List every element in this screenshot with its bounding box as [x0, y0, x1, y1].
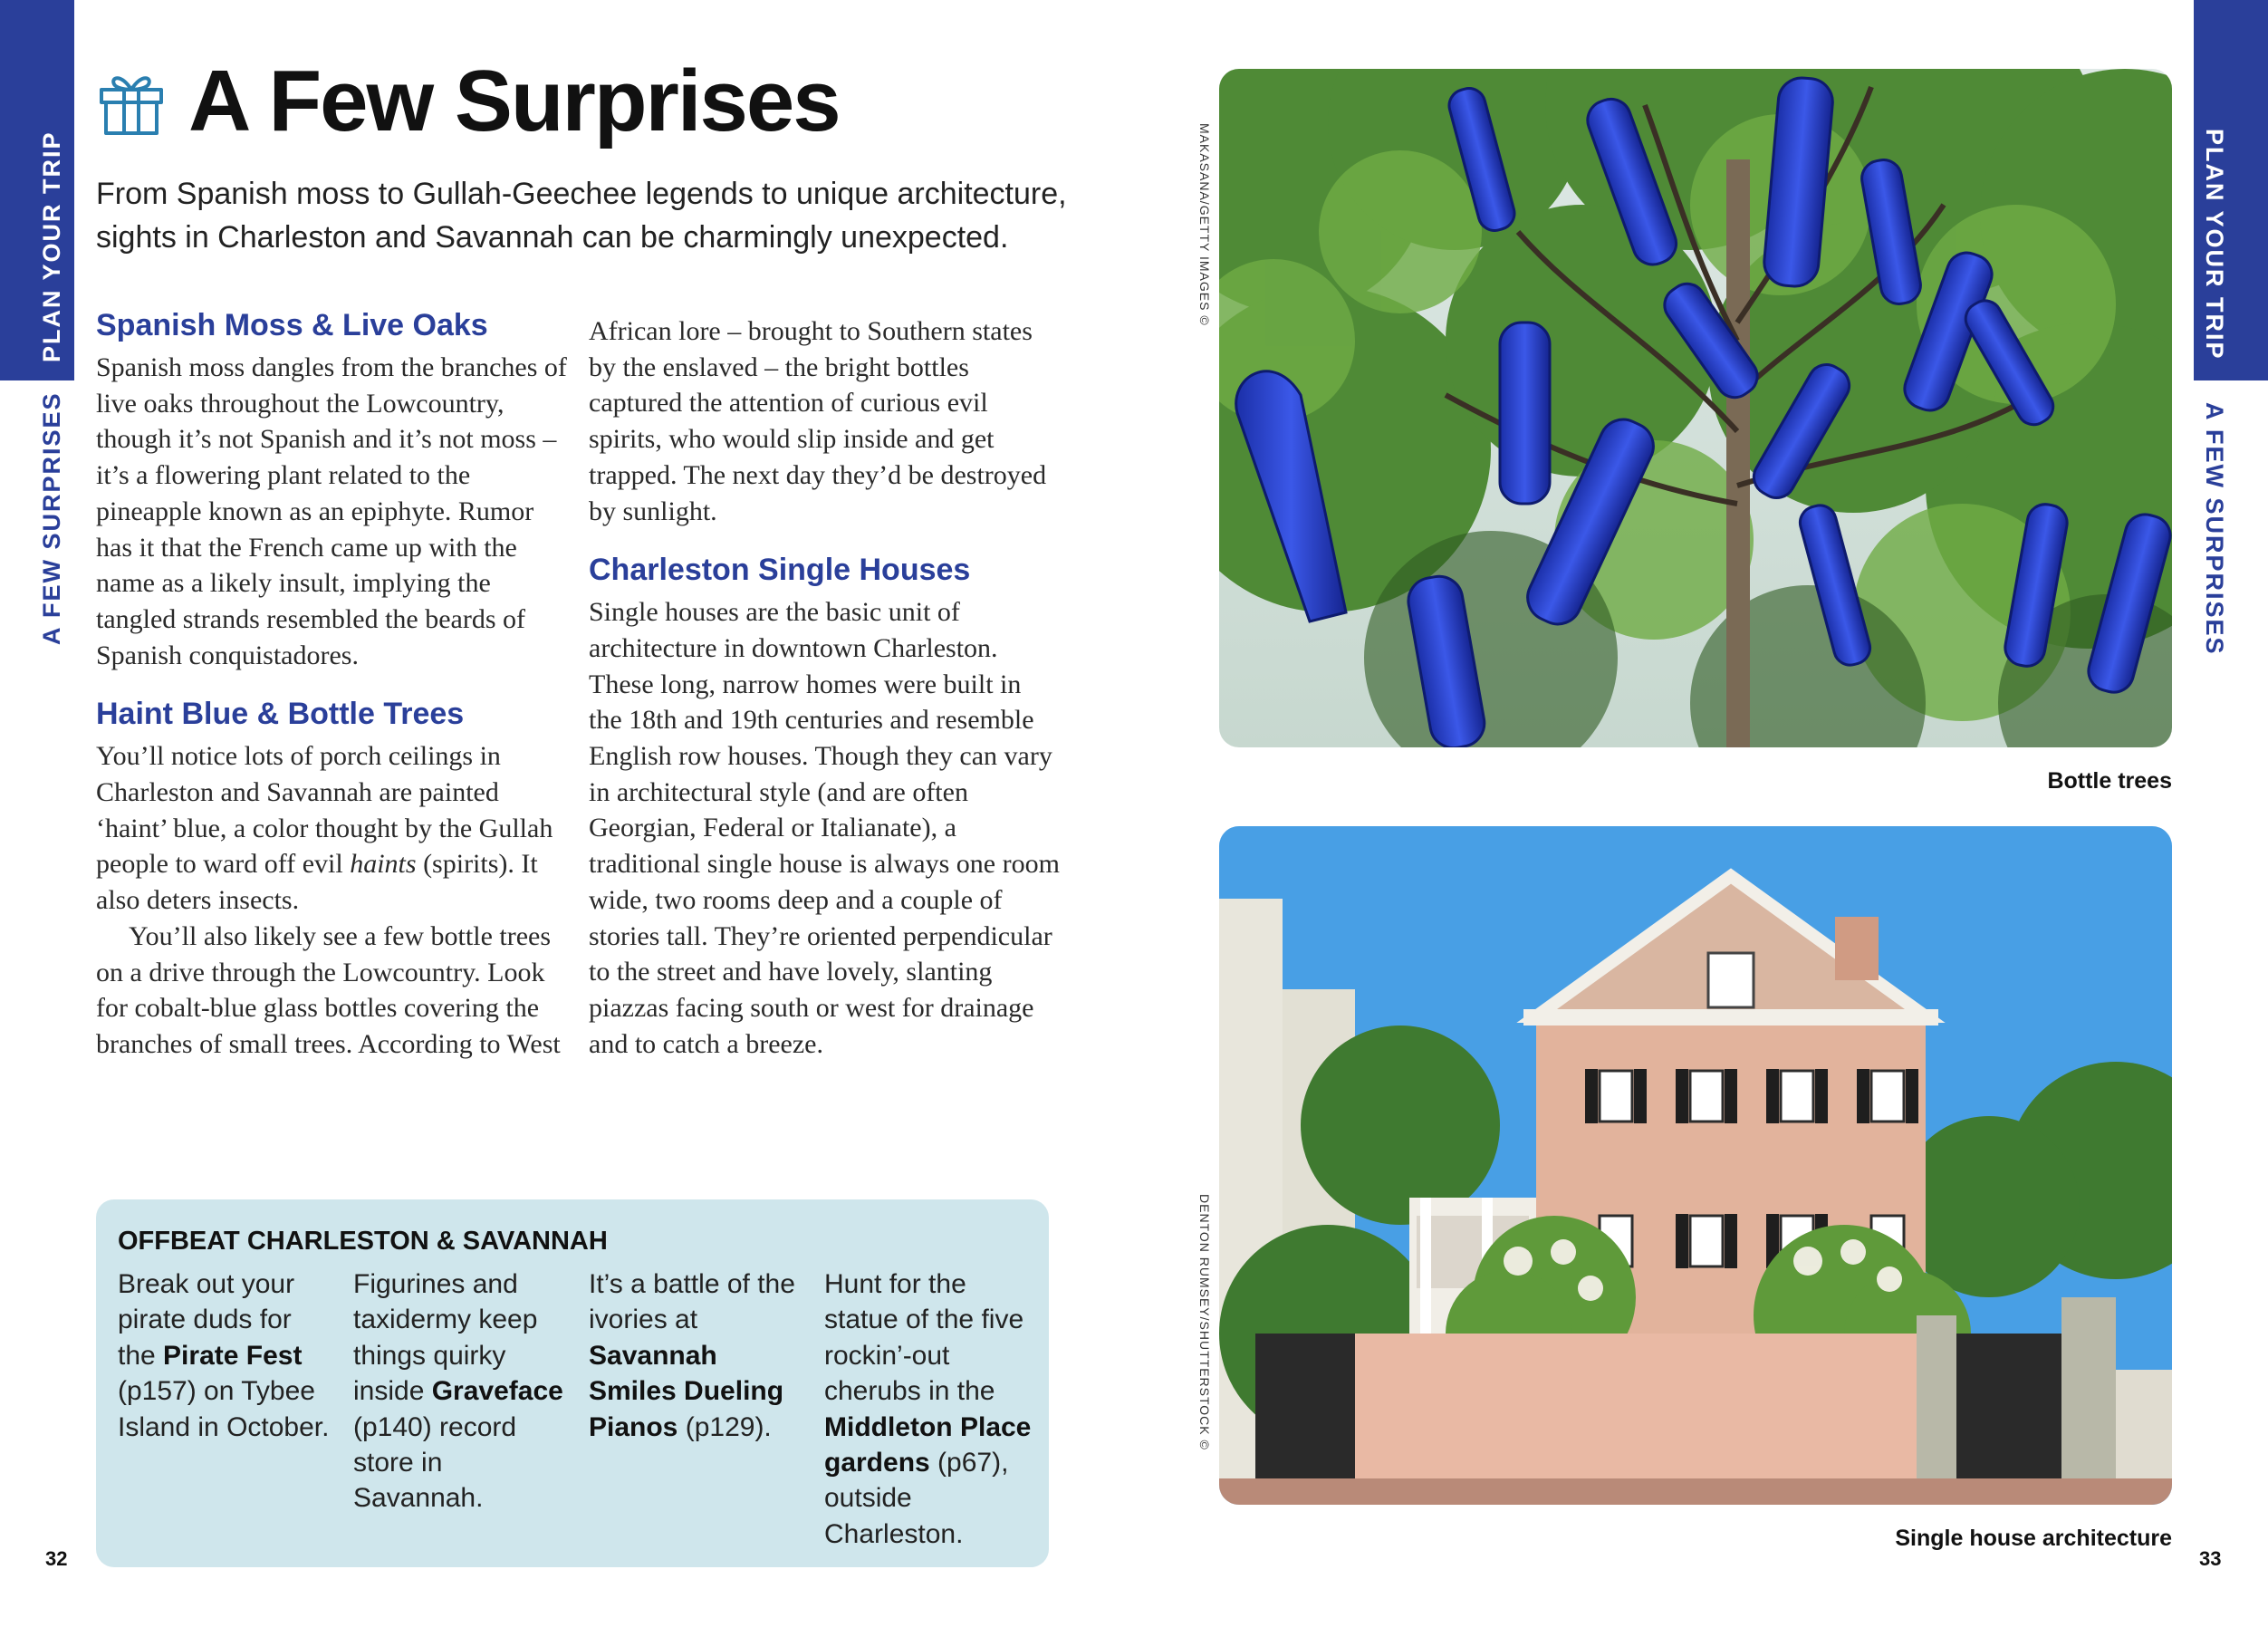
single-house-photo: [1219, 826, 2172, 1505]
offbeat-box: [96, 1199, 1049, 1567]
paragraph-spanish-moss: Spanish moss dangles from the branches of live oaks throughout the Lowcountry, though it’s not Spanish and it’s not moss – it’s a flowering plant related to the pineapple known as an epiphyte. Rumor has it that the French came up with the name as a likely insult, implying the tangled strands resembled the beards of Spanish conquistadores.: [96, 352, 567, 670]
offbeat-text: Figurines and taxidermy keep things quirky inside: [353, 1269, 538, 1407]
haint-text-2: (spirits). It also deters insects.: [96, 849, 538, 916]
offbeat-place: Savannah Smiles Dueling Pianos: [589, 1340, 784, 1442]
paragraph-haint-blue: [96, 738, 567, 919]
offbeat-item: [353, 1266, 571, 1517]
offbeat-place: Middleton Place gardens: [824, 1411, 1032, 1478]
offbeat-item: [118, 1266, 335, 1445]
offbeat-text: (p67), outside Charleston.: [824, 1448, 1009, 1549]
offbeat-place: Pirate Fest: [163, 1340, 303, 1371]
offbeat-text: (p157) on Tybee Island in October.: [118, 1376, 330, 1442]
paragraph-bottle-trees: You’ll also likely see a few bottle trees on a drive through the Lowcountry. Look for cobalt-blue glass bottles covering the branches of small trees. According to West: [96, 920, 561, 1059]
paragraph-single-houses: Single houses are the basic unit of architecture in downtown Charleston. These long, narrow homes were built in the 18th and 19th centuries and resemble English row houses. Though they can vary in architectural style (and are often Georgian, Federal or Italianate), a traditional single house is always one room wide, two rooms deep and a couple of stories tall. They’re oriented perpendicular to the street and have lovely, slanting piazzas facing south or west for drainage and to catch a breeze.: [589, 597, 1060, 1059]
page-number-right: 33: [2199, 1547, 2222, 1570]
heading-spanish-moss: Spanish Moss & Live Oaks: [96, 308, 488, 342]
offbeat-text: It’s a battle of the ivories at: [589, 1269, 795, 1335]
left-chapter-label: A FEW SURPRISES: [38, 391, 65, 645]
intro-paragraph: From Spanish moss to Gullah-Geechee legends to unique architecture, sights in Charleston and Savannah can be charmingly unexpected.: [96, 177, 1067, 255]
text-column-1: [96, 306, 567, 1063]
haint-emphasis: haints: [350, 849, 417, 880]
bottle-trees-photo: [1219, 69, 2172, 747]
right-chapter-label: A FEW SURPRISES: [2201, 402, 2228, 656]
haint-text-1: You’ll notice lots of porch ceilings in Charleston and Savannah are painted ‘haint’ blue, a color thought by the Gullah people to ward off evil: [96, 741, 553, 880]
offbeat-item: [589, 1266, 806, 1445]
photo-credit-house: DENTON RUMSEY/SHUTTERSTOCK ©: [1197, 1194, 1212, 1450]
text-column-2: [589, 313, 1060, 1062]
page-title: A Few Surprises: [188, 53, 840, 149]
left-section-label: PLAN YOUR TRIP: [38, 130, 65, 362]
heading-haint-blue: Haint Blue & Bottle Trees: [96, 697, 465, 732]
gift-icon: [94, 64, 168, 139]
offbeat-text: Break out your pirate duds for the: [118, 1269, 295, 1371]
offbeat-item: [824, 1266, 1042, 1552]
offbeat-place: Graveface: [431, 1376, 563, 1407]
caption-bottle-trees: Bottle trees: [2047, 768, 2172, 794]
paragraph-bottle-trees-cont: African lore – brought to Southern states by the enslaved – the bright bottles captured the attention of curious evil spirits, who would slip inside and get trapped. The next day they’d be destroyed by sunlight.: [589, 316, 1047, 526]
caption-single-house: Single house architecture: [1895, 1526, 2172, 1551]
offbeat-text: (p140) record store in Savannah.: [353, 1411, 517, 1514]
offbeat-text: Hunt for the statue of the five rockin’-out cherubs in the: [824, 1269, 1024, 1407]
offbeat-title: OFFBEAT CHARLESTON & SAVANNAH: [118, 1227, 608, 1256]
page-header: [94, 53, 840, 149]
offbeat-text: (p129).: [678, 1411, 772, 1442]
heading-single-houses: Charleston Single Houses: [589, 553, 971, 588]
page-number-left: 32: [45, 1547, 68, 1570]
photo-credit-bottle: MAKASANA/GETTY IMAGES ©: [1197, 123, 1212, 326]
right-section-label: PLAN YOUR TRIP: [2201, 129, 2228, 361]
